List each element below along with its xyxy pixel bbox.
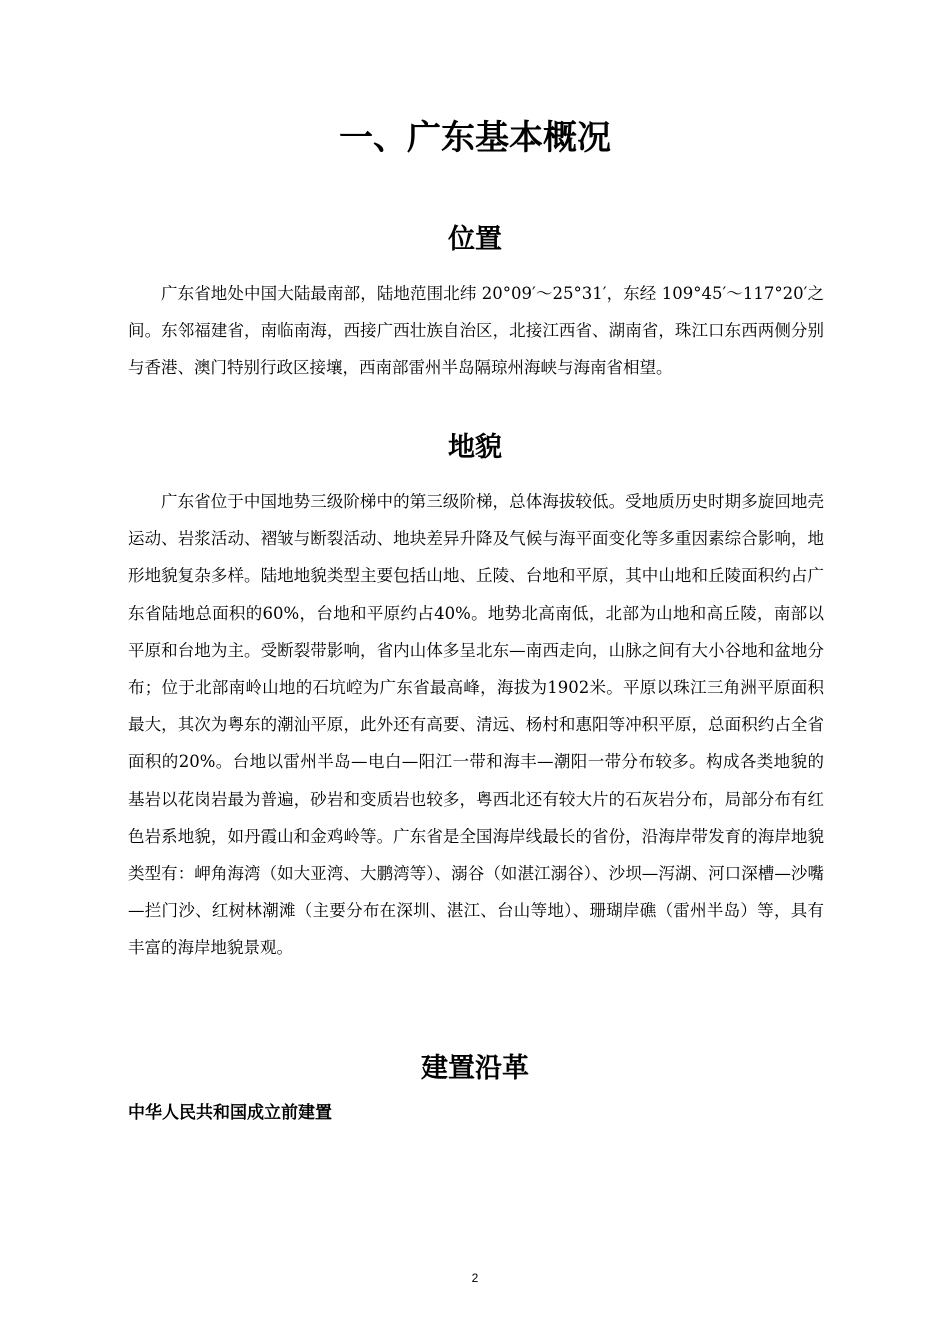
page-number: 2 <box>471 1271 479 1285</box>
section-subheading-history: 中华人民共和国成立前建置 <box>128 1103 332 1123</box>
section-paragraph-landform: 广东省位于中国地势三级阶梯中的第三级阶梯，总体海拔较低。受地质历史时期多旋回地壳运动、岩浆活动、褶皱与断裂活动、地块差异升降及气候与海平面变化等多重因素综合影响，地形地貌复杂多样。陆地地貌类型主要包括山地、丘陵、台地和平原，其中山地和丘陵面积约占广东省陆地总面积的60%，台地和平原约占40%。地势北高南低，北部为山地和高丘陵，南部以平原和台地为主。受断裂带影响，省内山体多呈北东—南西走向，山脉之间有大小谷地和盆地分布；位于北部南岭山地的石坑崆为广东省最高峰，海拔为1902米。平原以珠江三角洲平原面积最大，其次为粤东的潮汕平原，此外还有高要、清远、杨村和惠阳等冲积平原，总面积约占全省面积的20%。台地以雷州半岛—电白—阳江一带和海丰—潮阳一带分布较多。构成各类地貌的基岩以花岗岩最为普遍，砂岩和变质岩也较多，粤西北还有较大片的石灰岩分布，局部分布有红色岩系地貌，如丹霞山和金鸡岭等。广东省是全国海岸线最长的省份，沿海岸带发育的海岸地貌类型有：岬角海湾（如大亚湾、大鹏湾等）、溺谷（如湛江溺谷）、沙坝—泻湖、河口深槽—沙嘴—拦门沙、红树林潮滩（主要分布在深圳、湛江、台山等地）、珊瑚岸礁（雷州半岛）等，具有丰富的海岸地貌景观。 <box>128 492 824 958</box>
section-heading-landform: 地貌 <box>448 432 502 463</box>
document-title: 一、广东基本概况 <box>339 118 611 158</box>
section-heading-location: 位置 <box>448 224 502 255</box>
section-paragraph-location: 广东省地处中国大陆最南部，陆地范围北纬 20°09′～25°31′，东经 109°45′～117°20′之间。东邻福建省，南临南海，西接广西壮族自治区，北接江西省、湖南省，珠江口东西两侧分别与香港、澳门特别行政区接壤，西南部雷州半岛隔琼州海峡与海南省相望。 <box>128 284 824 378</box>
section-heading-history: 建置沿革 <box>421 1053 529 1084</box>
